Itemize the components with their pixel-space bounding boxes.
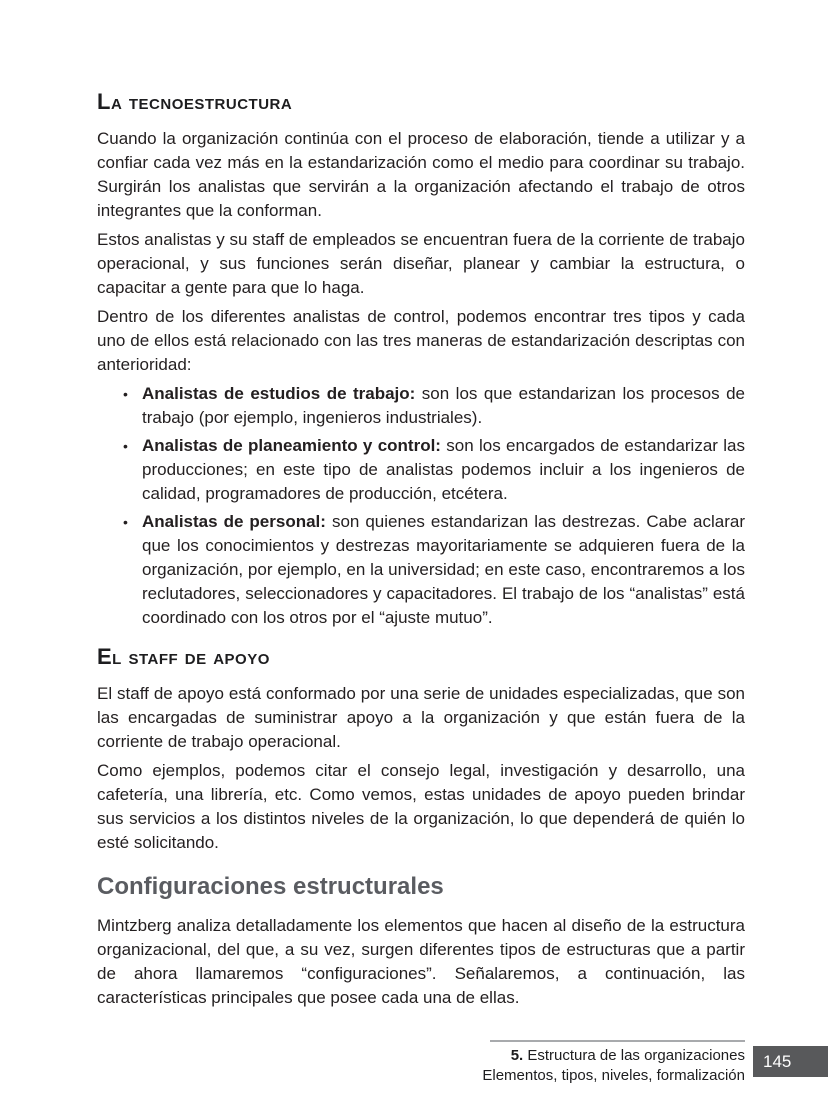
- paragraph-staff-2: Como ejemplos, podemos citar el consejo legal, investigación y desarrollo, una cafetería, una librería, etc. Como vemos, estas unidades de apoyo pueden brindar sus servicios a los distintos niveles de la organización, lo que dependerá de quién lo esté solicitando.: [97, 761, 745, 852]
- footer-chapter-line: [345, 1046, 745, 1066]
- paragraph-tecno-3: Dentro de los diferentes analistas de control, podemos encontrar tres tipos y cada uno de ellos está relacionado con las tres maneras de estandarización descriptas con anterioridad:: [97, 307, 745, 374]
- chapter-title: Estructura de las organizaciones: [527, 1047, 745, 1064]
- analyst-bullet-list: [97, 382, 745, 630]
- page-number: 145: [763, 1051, 792, 1071]
- paragraph-configuraciones-1: Mintzberg analiza detalladamente los elementos que hacen al diseño de la estructura organizacional, del que, a su vez, surgen diferentes tipos de estructuras que a partir de ahora llamaremos “configuraciones”. Señalaremos, a continuación, las características principales que posee cada una de ellas.: [97, 916, 745, 1007]
- heading-configuraciones: Configuraciones estructurales: [97, 873, 444, 900]
- chapter-number: 5.: [510, 1047, 524, 1064]
- bullet-icon: •: [123, 514, 128, 530]
- bullet-text: son los encargados de estandarizar las producciones; en este tipo de analistas podemos incluir a los ingenieros de calidad, programadores de producción, etcétera.: [142, 436, 745, 503]
- heading-tecnoestructura: La tecnoestructura: [97, 89, 293, 114]
- chapter-subtitle: Elementos, tipos, niveles, formalización: [482, 1067, 745, 1084]
- paragraph-staff-1: El staff de apoyo está conformado por una serie de unidades especializadas, que son las encargadas de suministrar apoyo a la organización y que están fuera de la corriente de trabajo operacional.: [97, 684, 745, 751]
- bullet-icon: •: [123, 386, 128, 402]
- bullet-lead: Analistas de estudios de trabajo:: [142, 384, 416, 403]
- bullet-lead: Analistas de personal:: [142, 512, 326, 531]
- paragraph-tecno-2: Estos analistas y su staff de empleados se encuentran fuera de la corriente de trabajo operacional, y sus funciones serán diseñar, planear y cambiar la estructura, o capacitar a gente para que lo haga.: [97, 230, 745, 297]
- bullet-item-estudios: [97, 382, 745, 430]
- page-number-badge: [753, 1046, 828, 1077]
- heading-staff-apoyo: El staff de apoyo: [97, 644, 270, 669]
- bullet-item-planeamiento: [97, 434, 745, 506]
- footer-rule: [490, 1040, 745, 1042]
- footer-caption: [345, 1046, 745, 1086]
- bullet-icon: •: [123, 438, 128, 454]
- page-content: [97, 90, 745, 1015]
- paragraph-tecno-1: Cuando la organización continúa con el proceso de elaboración, tiende a utilizar y a confiar cada vez más en la estandarización como el medio para coordinar su trabajo. Surgirán los analistas que servirán a la organización afectando el trabajo de otros integrantes que la conforman.: [97, 129, 745, 220]
- bullet-item-personal: [97, 510, 745, 630]
- bullet-text: son quienes estandarizan las destrezas. Cabe aclarar que los conocimientos y destrezas mayoritariamente se adquieren fuera de la organización, por ejemplo, en la universidad; en este caso, encontraremos a los reclutadores, seleccionadores y capacitadores. El trabajo de los “analistas” está coordinado con los otros por el “ajuste mutuo”.: [142, 512, 745, 627]
- bullet-text: son los que estandarizan los procesos de trabajo (por ejemplo, ingenieros industriales).: [142, 384, 745, 427]
- bullet-lead: Analistas de planeamiento y control:: [142, 436, 441, 455]
